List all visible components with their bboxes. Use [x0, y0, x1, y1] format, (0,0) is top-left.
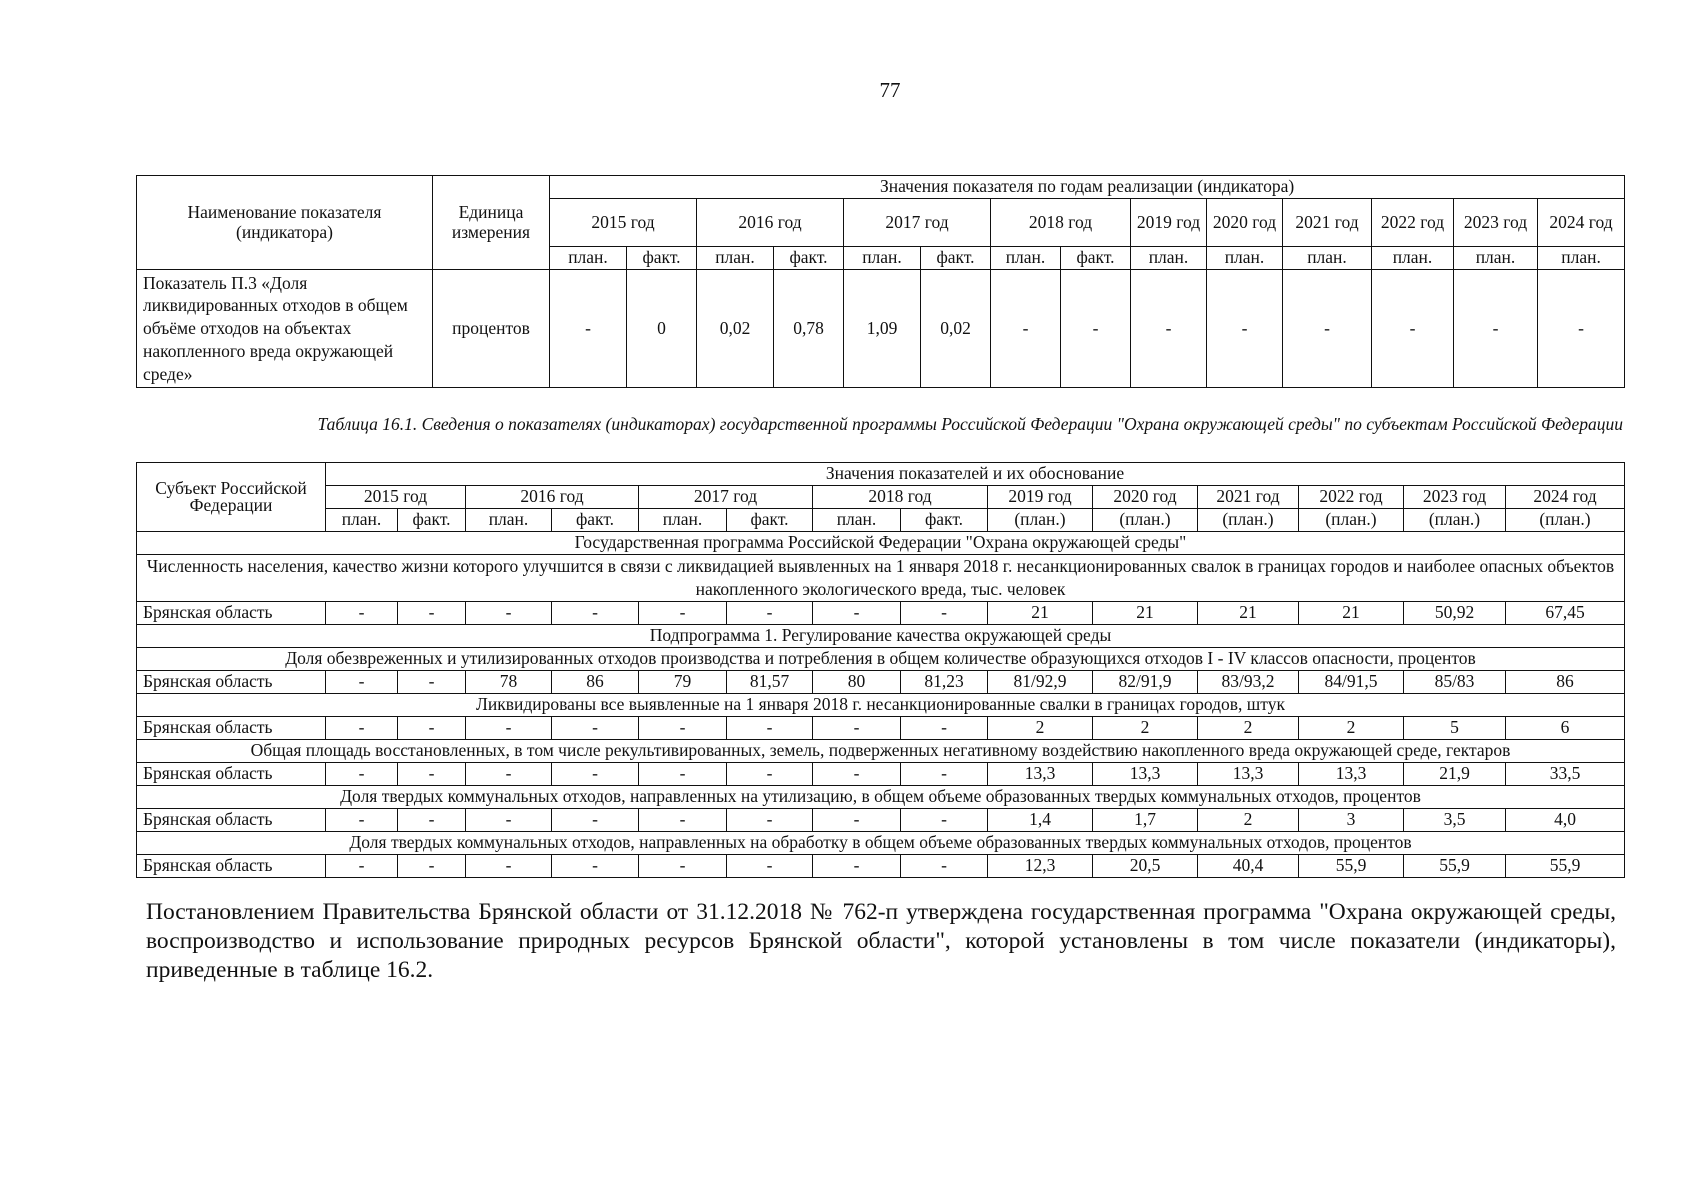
- year-header: 2015 год: [326, 486, 466, 509]
- regional-indicators-table: [136, 462, 1625, 878]
- value-cell: -: [1538, 270, 1625, 388]
- year-header: 2019 год: [988, 486, 1093, 509]
- value-cell: -: [466, 602, 552, 625]
- value-cell: -: [727, 763, 813, 786]
- fact-label: факт.: [1061, 247, 1131, 270]
- plan-suffix: (план.): [1198, 509, 1299, 532]
- value-cell: 3,5: [1404, 809, 1506, 832]
- indicator-title: Доля твердых коммунальных отходов, направленных на обработку в общем объеме образованных твердых коммунальных отходов, процентов: [137, 832, 1625, 855]
- value-cell: -: [991, 270, 1061, 388]
- plan-label: план.: [639, 509, 727, 532]
- year-header: 2024 год: [1506, 486, 1625, 509]
- indicator-name: Показатель П.3 «Доля ликвидированных отходов в общем объёме отходов на объектах накопленного вреда окружающей среде»: [137, 270, 433, 388]
- year-header: 2022 год: [1299, 486, 1404, 509]
- header-subject: Субъект Российской Федерации: [137, 463, 326, 532]
- fact-label: факт.: [552, 509, 639, 532]
- value-cell: -: [326, 602, 398, 625]
- year-header: 2024 год: [1538, 199, 1625, 247]
- value-cell: 81,23: [901, 671, 988, 694]
- plan-suffix: (план.): [1404, 509, 1506, 532]
- section-subprogram: Подпрограмма 1. Регулирование качества окружающей среды: [137, 625, 1625, 648]
- value-cell: 21: [1198, 602, 1299, 625]
- value-cell: 33,5: [1506, 763, 1625, 786]
- value-cell: -: [1283, 270, 1372, 388]
- plan-suffix: (план.): [988, 509, 1093, 532]
- value-cell: -: [398, 717, 466, 740]
- header-values: Значения показателя по годам реализации (индикатора): [550, 176, 1625, 199]
- value-cell: -: [901, 602, 988, 625]
- year-header: 2021 год: [1198, 486, 1299, 509]
- value-cell: -: [813, 809, 901, 832]
- value-cell: -: [466, 717, 552, 740]
- page-number: 77: [879, 78, 901, 102]
- plan-label: план.: [1283, 247, 1372, 270]
- region-name: Брянская область: [137, 717, 326, 740]
- region-name: Брянская область: [137, 855, 326, 878]
- indicator-title: Ликвидированы все выявленные на 1 января 2018 г. несанкционированные свалки в границах городов, штук: [137, 694, 1625, 717]
- value-cell: -: [1372, 270, 1454, 388]
- plan-label: план.: [466, 509, 552, 532]
- year-header: 2019 год: [1131, 199, 1207, 247]
- value-cell: 0,78: [774, 270, 844, 388]
- value-cell: -: [552, 717, 639, 740]
- region-name: Брянская область: [137, 671, 326, 694]
- table-row: [137, 763, 1625, 786]
- value-cell: -: [813, 855, 901, 878]
- value-cell: 79: [639, 671, 727, 694]
- value-cell: -: [639, 717, 727, 740]
- fact-label: факт.: [921, 247, 991, 270]
- plan-label: план.: [1538, 247, 1625, 270]
- value-cell: 84/91,5: [1299, 671, 1404, 694]
- value-cell: 1,7: [1093, 809, 1198, 832]
- value-cell: 2: [1093, 717, 1198, 740]
- value-cell: -: [552, 763, 639, 786]
- table-caption: Таблица 16.1. Сведения о показателях (индикаторах) государственной программы Российской Федерации "Охрана окружающей среды" по субъектам Российской Федерации: [317, 414, 1623, 434]
- value-cell: 83/93,2: [1198, 671, 1299, 694]
- value-cell: -: [552, 602, 639, 625]
- year-header: 2017 год: [639, 486, 813, 509]
- year-header: 2017 год: [844, 199, 991, 247]
- value-cell: -: [813, 602, 901, 625]
- value-cell: -: [398, 763, 466, 786]
- value-cell: -: [552, 855, 639, 878]
- value-cell: 21,9: [1404, 763, 1506, 786]
- year-header: 2020 год: [1093, 486, 1198, 509]
- value-cell: -: [727, 717, 813, 740]
- value-cell: 86: [552, 671, 639, 694]
- value-cell: -: [1207, 270, 1283, 388]
- plan-label: план.: [326, 509, 398, 532]
- fact-label: факт.: [398, 509, 466, 532]
- value-cell: -: [552, 809, 639, 832]
- value-cell: 78: [466, 671, 552, 694]
- year-header: 2018 год: [813, 486, 988, 509]
- table-row: [137, 270, 1625, 388]
- body-paragraph: Постановлением Правительства Брянской области от 31.12.2018 № 762-п утверждена государственная программа "Охрана окружающей среды, воспроизводство и использование природных ресурсов Брянской области", которой установлены в том числе показатели (индикаторы), приведенные в таблице 16.2.: [146, 899, 1616, 983]
- value-cell: -: [813, 717, 901, 740]
- value-cell: 80: [813, 671, 901, 694]
- value-cell: 0,02: [697, 270, 774, 388]
- plan-label: план.: [1454, 247, 1538, 270]
- value-cell: -: [466, 809, 552, 832]
- value-cell: -: [466, 855, 552, 878]
- table-row: [137, 809, 1625, 832]
- value-cell: 67,45: [1506, 602, 1625, 625]
- plan-label: план.: [1207, 247, 1283, 270]
- value-cell: -: [639, 602, 727, 625]
- year-header: 2016 год: [697, 199, 844, 247]
- value-cell: 0,02: [921, 270, 991, 388]
- value-cell: -: [1454, 270, 1538, 388]
- value-cell: -: [326, 717, 398, 740]
- value-cell: -: [813, 763, 901, 786]
- value-cell: -: [398, 671, 466, 694]
- year-header: 2018 год: [991, 199, 1131, 247]
- value-cell: 1,09: [844, 270, 921, 388]
- plan-label: план.: [550, 247, 627, 270]
- value-cell: 5: [1404, 717, 1506, 740]
- region-name: Брянская область: [137, 602, 326, 625]
- value-cell: 12,3: [988, 855, 1093, 878]
- indicator-title: Доля обезвреженных и утилизированных отходов производства и потребления в общем количестве образующихся отходов I - IV классов опасности, процентов: [137, 648, 1625, 671]
- value-cell: 4,0: [1506, 809, 1625, 832]
- indicator-table: [136, 175, 1625, 388]
- value-cell: 13,3: [1299, 763, 1404, 786]
- value-cell: 6: [1506, 717, 1625, 740]
- value-cell: -: [398, 855, 466, 878]
- year-header: 2020 год: [1207, 199, 1283, 247]
- plan-suffix: (план.): [1506, 509, 1625, 532]
- value-cell: 21: [1093, 602, 1198, 625]
- value-cell: -: [901, 717, 988, 740]
- value-cell: 1,4: [988, 809, 1093, 832]
- value-cell: -: [727, 809, 813, 832]
- value-cell: 13,3: [988, 763, 1093, 786]
- value-cell: 86: [1506, 671, 1625, 694]
- value-cell: -: [727, 602, 813, 625]
- year-header: 2023 год: [1404, 486, 1506, 509]
- value-cell: -: [639, 763, 727, 786]
- value-cell: 81/92,9: [988, 671, 1093, 694]
- value-cell: -: [1061, 270, 1131, 388]
- value-cell: 85/83: [1404, 671, 1506, 694]
- value-cell: -: [466, 763, 552, 786]
- plan-label: план.: [991, 247, 1061, 270]
- plan-label: план.: [844, 247, 921, 270]
- value-cell: 55,9: [1404, 855, 1506, 878]
- indicator-title: Общая площадь восстановленных, в том числе рекультивированных, земель, подверженных негативному воздействию накопленного вреда окружающей среде, гектаров: [137, 740, 1625, 763]
- header-indicator-name: Наименование показателя (индикатора): [137, 176, 433, 270]
- value-cell: 50,92: [1404, 602, 1506, 625]
- indicator-unit: процентов: [433, 270, 550, 388]
- table-row: [137, 717, 1625, 740]
- value-cell: 21: [1299, 602, 1404, 625]
- value-cell: -: [1131, 270, 1207, 388]
- year-header: 2016 год: [466, 486, 639, 509]
- value-cell: 40,4: [1198, 855, 1299, 878]
- value-cell: -: [326, 855, 398, 878]
- indicator-title: Доля твердых коммунальных отходов, направленных на утилизацию, в общем объеме образованных твердых коммунальных отходов, процентов: [137, 786, 1625, 809]
- plan-suffix: (план.): [1299, 509, 1404, 532]
- value-cell: -: [901, 763, 988, 786]
- fact-label: факт.: [774, 247, 844, 270]
- value-cell: -: [639, 855, 727, 878]
- value-cell: -: [326, 809, 398, 832]
- plan-suffix: (план.): [1093, 509, 1198, 532]
- region-name: Брянская область: [137, 763, 326, 786]
- indicator-title: Численность населения, качество жизни которого улучшится в связи с ликвидацией выявленных на 1 января 2018 г. несанкционированных свалок в границах городов и наиболее опасных объектов накопленного экологического вреда, тыс. человек: [137, 555, 1625, 602]
- region-name: Брянская область: [137, 809, 326, 832]
- value-cell: 2: [1299, 717, 1404, 740]
- value-cell: -: [326, 763, 398, 786]
- value-cell: -: [901, 809, 988, 832]
- section-program: Государственная программа Российской Федерации "Охрана окружающей среды": [137, 532, 1625, 555]
- value-cell: 2: [1198, 717, 1299, 740]
- value-cell: -: [326, 671, 398, 694]
- year-header: 2022 год: [1372, 199, 1454, 247]
- table-row: [137, 671, 1625, 694]
- year-header: 2023 год: [1454, 199, 1538, 247]
- value-cell: 2: [1198, 809, 1299, 832]
- fact-label: факт.: [901, 509, 988, 532]
- header-unit: Единица измерения: [433, 176, 550, 270]
- fact-label: факт.: [627, 247, 697, 270]
- value-cell: 21: [988, 602, 1093, 625]
- header-values: Значения показателей и их обоснование: [326, 463, 1625, 486]
- value-cell: 82/91,9: [1093, 671, 1198, 694]
- plan-label: план.: [1131, 247, 1207, 270]
- value-cell: 13,3: [1198, 763, 1299, 786]
- table-row: [137, 855, 1625, 878]
- value-cell: 2: [988, 717, 1093, 740]
- value-cell: 20,5: [1093, 855, 1198, 878]
- value-cell: -: [398, 602, 466, 625]
- plan-label: план.: [697, 247, 774, 270]
- value-cell: -: [639, 809, 727, 832]
- value-cell: 55,9: [1299, 855, 1404, 878]
- plan-label: план.: [813, 509, 901, 532]
- value-cell: -: [398, 809, 466, 832]
- value-cell: 81,57: [727, 671, 813, 694]
- year-header: 2015 год: [550, 199, 697, 247]
- fact-label: факт.: [727, 509, 813, 532]
- value-cell: -: [727, 855, 813, 878]
- value-cell: 3: [1299, 809, 1404, 832]
- value-cell: 55,9: [1506, 855, 1625, 878]
- value-cell: -: [901, 855, 988, 878]
- value-cell: 13,3: [1093, 763, 1198, 786]
- value-cell: 0: [627, 270, 697, 388]
- table-row: [137, 602, 1625, 625]
- value-cell: -: [550, 270, 627, 388]
- year-header: 2021 год: [1283, 199, 1372, 247]
- plan-label: план.: [1372, 247, 1454, 270]
